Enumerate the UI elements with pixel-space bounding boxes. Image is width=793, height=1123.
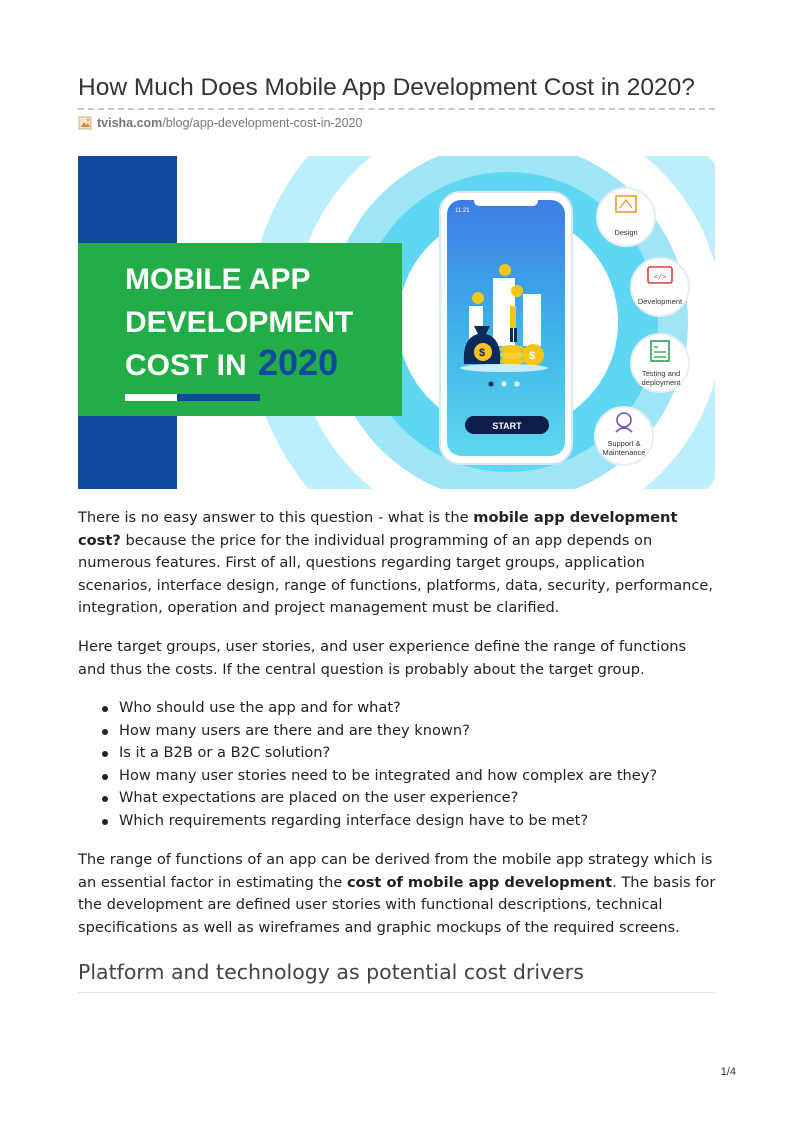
page-number: 1/4 (720, 1066, 736, 1078)
source-path[interactable]: /blog/app-development-cost-in-2020 (162, 116, 363, 130)
section-heading: Platform and technology as potential cost drivers (78, 960, 715, 993)
list-item: How many users are there and are they known? (78, 720, 718, 743)
phone-mockup (440, 192, 572, 464)
paragraph-intro: There is no easy answer to this question - what is the mobile app development cost? because the price for the individual programming of an app depends on numerous features. First of all, questions regarding target groups, application scenarios, interface design, range of functions, platforms, data, security, performance, integration, operation and project management must be clarified. (78, 509, 714, 616)
underline-white (125, 394, 177, 401)
page-title: How Much Does Mobile App Development Cost in 2020? (78, 74, 715, 110)
hero-headline-line-1: MOBILE APP (125, 263, 311, 296)
step-testing-label-1: Testing and (641, 369, 681, 378)
svg-text:</>: </> (653, 273, 667, 281)
list-item: How many user stories need to be integrated and how complex are they? (78, 765, 718, 788)
paragraph-functions: The range of functions of an app can be derived from the mobile app strategy which is an essential factor in estimating the cost of mobile app development. The basis for the development are defined user stories with functional descriptions, technical specifications as well as wireframes and graphic mockups of the required screens. (78, 851, 716, 936)
step-design-label: Design (614, 228, 638, 237)
list-item: What expectations are placed on the user experience? (78, 787, 718, 810)
hero-headline-line-2: DEVELOPMENT (125, 306, 354, 339)
list-item: Which requirements regarding interface design have to be met? (78, 810, 718, 833)
step-development (631, 258, 689, 316)
start-button-label: START (492, 421, 522, 431)
step-support (595, 407, 653, 465)
list-item: Who should use the app and for what? (78, 697, 718, 720)
hero-illustration (78, 156, 715, 489)
svg-text:$: $ (529, 350, 536, 362)
start-button (465, 416, 549, 434)
step-support-label-2: Maintenance (602, 448, 646, 457)
svg-text:$: $ (479, 347, 486, 359)
favicon-icon (78, 116, 92, 130)
hero-headline-year: 2020 (258, 342, 339, 383)
source-line (78, 116, 362, 130)
step-design (597, 188, 655, 246)
step-support-label-1: Support & (607, 439, 641, 448)
bold-keyword: cost of mobile app development (347, 873, 613, 891)
phone-time: 11:21 (455, 208, 470, 214)
underline-navy (177, 394, 260, 401)
list-item: Is it a B2B or a B2C solution? (78, 742, 718, 765)
source-domain[interactable]: tvisha.com (97, 116, 163, 130)
hero-image (78, 156, 715, 489)
hero-headline-line-3: COST IN (125, 349, 247, 382)
step-testing (631, 334, 689, 392)
bold-keyword: mobile app development cost? (78, 509, 678, 549)
step-testing-label-2: deployment (641, 378, 681, 387)
step-development-label: Development (637, 297, 683, 306)
question-list (78, 697, 718, 833)
paragraph-target-groups: Here target groups, user stories, and user experience define the range of functions and thus the costs. If the central question is probably about the target group. (78, 638, 687, 678)
